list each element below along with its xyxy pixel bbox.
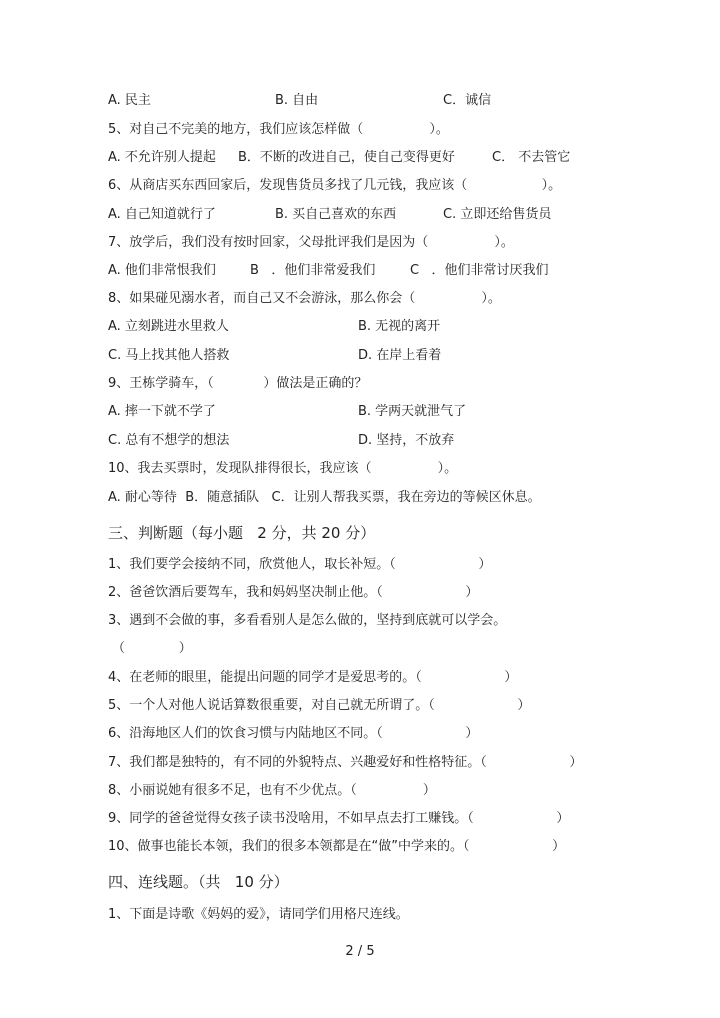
q4-option-c: C．诚信 — [443, 93, 492, 108]
q4-option-a: A. 民主 — [108, 93, 151, 108]
q8-option-b: B. 无视的离开 — [358, 319, 441, 334]
q6-stem: 6、从商店买东西回家后，发现售货员多找了几元钱，我应该（ ）。 — [108, 178, 562, 193]
q8-option-c: C. 马上找其他人搭救 — [108, 348, 230, 363]
q10-options: A. 耐心等待 B．随意插队 C．让别人帮我买票，我在旁边的等候区休息。 — [108, 490, 541, 505]
q9-option-a: A. 摔一下就不学了 — [108, 404, 216, 419]
q5-option-c: C． 不去管它 — [492, 150, 571, 165]
q9-option-b: B. 学两天就泄气了 — [358, 404, 467, 419]
q8-option-d: D. 在岸上看着 — [358, 348, 442, 363]
q5-stem: 5、对自己不完美的地方，我们应该怎样做（ ）。 — [108, 122, 449, 137]
judge-item: 5、一个人对他人说话算数很重要，对自己就无所谓了。（ ） — [108, 698, 531, 713]
q9-option-c: C. 总有不想学的想法 — [108, 433, 230, 448]
judge-item-bracket: （ ） — [112, 641, 192, 656]
judge-item: 10、做事也能长本领，我们的很多本领都是在“做”中学来的。（ ） — [108, 839, 566, 854]
q9-stem: 9、王栋学骑车，（ ）做法是正确的？ — [108, 376, 368, 391]
judge-item: 6、沿海地区人们的饮食习惯与内陆地区不同。（ ） — [108, 726, 479, 741]
judge-item: 7、我们都是独特的，有不同的外貌特点、兴趣爱好和性格特征。（ ） — [108, 755, 583, 770]
judge-item: 2、爸爸饮酒后要驾车，我和妈妈坚决制止他。（ ） — [108, 585, 479, 600]
section4-q1: 1、下面是诗歌《妈妈的爱》，请同学们用格尺连线。 — [108, 907, 409, 922]
judge-item: 4、在老师的眼里，能提出问题的同学才是爱思考的。（ ） — [108, 670, 518, 685]
q6-option-b: B. 买自己喜欢的东西 — [275, 207, 397, 222]
q7-option-a: A. 他们非常恨我们 — [108, 263, 216, 278]
judge-item: 3、遇到不会做的事，多看看别人是怎么做的，坚持到底就可以学会。 — [108, 613, 507, 628]
q7-option-c: C ．他们非常讨厌我们 — [410, 263, 549, 278]
q7-option-b: B ．他们非常爱我们 — [250, 263, 376, 278]
section4-title: 四、连线题。（共 10 分） — [108, 873, 289, 891]
q7-stem: 7、放学后，我们没有按时回家，父母批评我们是因为（ ）。 — [108, 235, 514, 250]
q6-option-a: A. 自己知道就行了 — [108, 207, 216, 222]
q6-option-c: C. 立即还给售货员 — [443, 207, 552, 222]
q9-option-d: D. 坚持，不放弃 — [358, 433, 455, 448]
judge-item: 1、我们要学会接纳不同，欣赏他人，取长补短。（ ） — [108, 557, 492, 572]
judge-item: 8、小丽说她有很多不足，也有不少优点。（ ） — [108, 783, 436, 798]
q8-option-a: A. 立刻跳进水里救人 — [108, 319, 229, 334]
section3-title: 三、判断题（每小题 2 分，共 20 分） — [108, 524, 376, 542]
judge-item: 9、同学的爸爸觉得女孩子读书没啥用，不如早点去打工赚钱。（ ） — [108, 811, 570, 826]
page-number: 2 / 5 — [345, 944, 375, 959]
q4-option-b: B. 自由 — [275, 93, 319, 108]
q5-option-b: B．不断的改进自己，使自己变得更好 — [238, 150, 455, 165]
q8-stem: 8、如果碰见溺水者，而自己又不会游泳，那么你会（ ）。 — [108, 291, 501, 306]
q10-stem: 10、我去买票时，发现队排得很长，我应该（ ）。 — [108, 461, 458, 476]
q5-option-a: A. 不允许别人提起 — [108, 150, 216, 165]
